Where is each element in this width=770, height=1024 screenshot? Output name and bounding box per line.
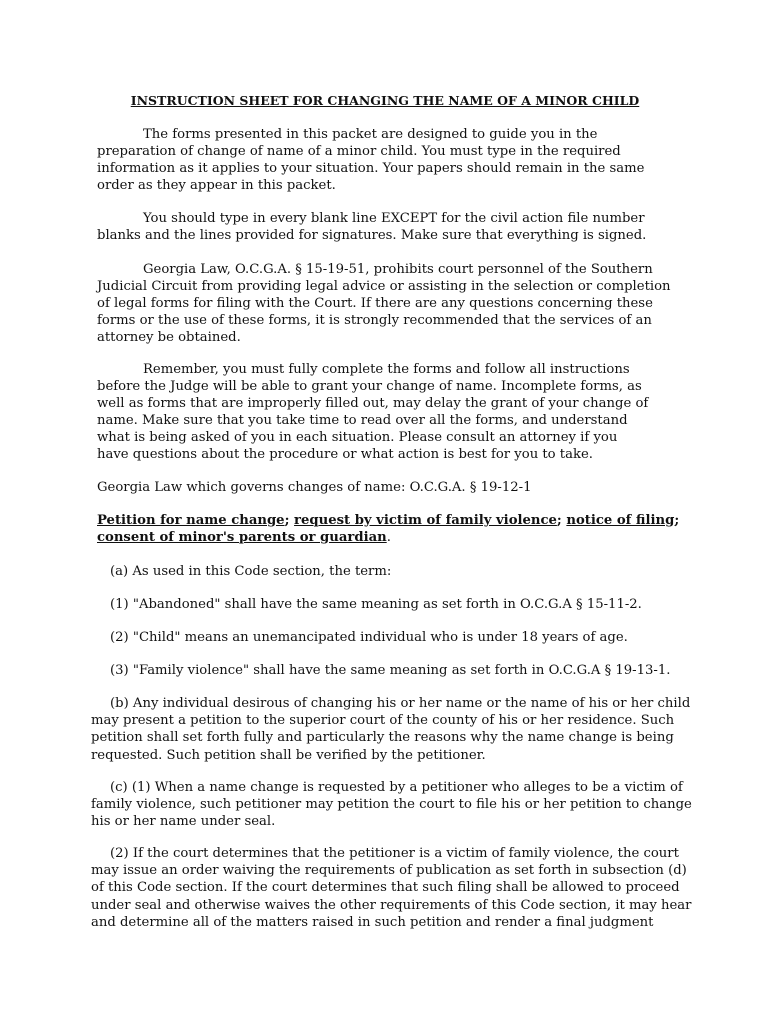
heading-separator: ; (284, 513, 295, 528)
governing-law-line: Georgia Law which governs changes of name: O.C.G.A. § 19-12-1 (97, 480, 532, 495)
paragraph-legal-advice-notice (97, 261, 675, 346)
subsection-a: (a) As used in this Code section, the term: (110, 564, 392, 579)
subsection-b (91, 695, 691, 764)
paragraph-typing-instructions (97, 210, 675, 244)
heading-end: . (386, 530, 391, 545)
text-line: and determine all of the matters raised in such petition and render a final judgment (91, 914, 654, 930)
definition-abandoned: (1) "Abandoned" shall have the same meaning as set forth in O.C.G.A § 15-11-2. (110, 597, 642, 612)
text-line: You should type in every blank line EXCEPT for the civil action file number (143, 211, 645, 226)
subsection-c1 (91, 779, 692, 831)
definition-child: (2) "Child" means an unemancipated individual who is under 18 years of age. (110, 630, 628, 645)
text-line: information as it applies to your situation. Your papers should remain in the same (97, 161, 645, 176)
text-line: well as forms that are improperly filled out, may delay the grant of your change of (97, 396, 649, 411)
text-line: (2) If the court determines that the petitioner is a victim of family violence, the court (110, 846, 679, 861)
text-line: order as they appear in this packet. (97, 178, 336, 193)
text-line: preparation of change of name of a minor child. You must type in the required (97, 144, 621, 159)
page-title: INSTRUCTION SHEET FOR CHANGING THE NAME OF A MINOR CHILD (130, 93, 640, 108)
text-line: what is being asked of you in each situation. Please consult an attorney if you (97, 430, 618, 445)
text-line: requested. Such petition shall be verified by the petitioner. (91, 747, 486, 763)
heading-part-victim: request by victim of family violence (294, 513, 557, 528)
text-line: blanks and the lines provided for signatures. Make sure that everything is signed. (97, 228, 647, 243)
paragraph-forms-intro (97, 126, 675, 194)
text-line: Judicial Circuit from providing legal advice or assisting in the selection or completion (97, 279, 671, 294)
paragraph-reminder (97, 361, 675, 463)
text-line: Remember, you must fully complete the forms and follow all instructions (143, 362, 630, 377)
text-line: Georgia Law, O.C.G.A. § 15-19-51, prohibits court personnel of the Southern (143, 262, 653, 277)
text-line: petition shall set forth fully and particularly the reasons why the name change is being (91, 730, 674, 746)
definition-family-violence: (3) "Family violence" shall have the same meaning as set forth in O.C.G.A § 19-13-1. (110, 663, 671, 678)
text-line: family violence, such petitioner may petition the court to file his or her petition to change (91, 797, 692, 813)
text-line: of this Code section. If the court determines that such filing shall be allowed to proceed (91, 880, 680, 896)
heading-line-2 (97, 529, 675, 546)
heading-part-consent: consent of minor's parents or guardian (97, 530, 387, 545)
text-line: of legal forms for filing with the Court. If there are any questions concerning these (97, 296, 653, 311)
text-line: forms or the use of these forms, it is strongly recommended that the services of an (97, 313, 652, 328)
text-line: his or her name under seal. (91, 814, 276, 830)
heading-part-notice: notice of filing (566, 513, 675, 528)
text-line: have questions about the procedure or what action is best for you to take. (97, 447, 593, 462)
text-line: before the Judge will be able to grant your change of name. Incomplete forms, as (97, 379, 642, 394)
text-line: under seal and otherwise waives the other requirements of this Code section, it may hear (91, 897, 692, 913)
heading-line-1 (97, 512, 680, 529)
heading-separator: ; (674, 513, 680, 528)
heading-separator: ; (556, 513, 567, 528)
text-line: may issue an order waiving the requirements of publication as set forth in subsection (d) (91, 863, 687, 879)
text-line: (c) (1) When a name change is requested by a petitioner who alleges to be a victim of (110, 780, 683, 795)
text-line: attorney be obtained. (97, 330, 241, 345)
text-line: may present a petition to the superior court of the county of his or her residence. Such (91, 713, 675, 729)
heading-part-petition: Petition for name change (97, 513, 285, 528)
text-line: The forms presented in this packet are designed to guide you in the (143, 127, 598, 142)
text-line: name. Make sure that you take time to read over all the forms, and understand (97, 413, 628, 428)
text-line: (b) Any individual desirous of changing his or her name or the name of his or her child (110, 696, 691, 711)
subsection-c2 (91, 845, 692, 931)
section-heading (97, 512, 680, 546)
